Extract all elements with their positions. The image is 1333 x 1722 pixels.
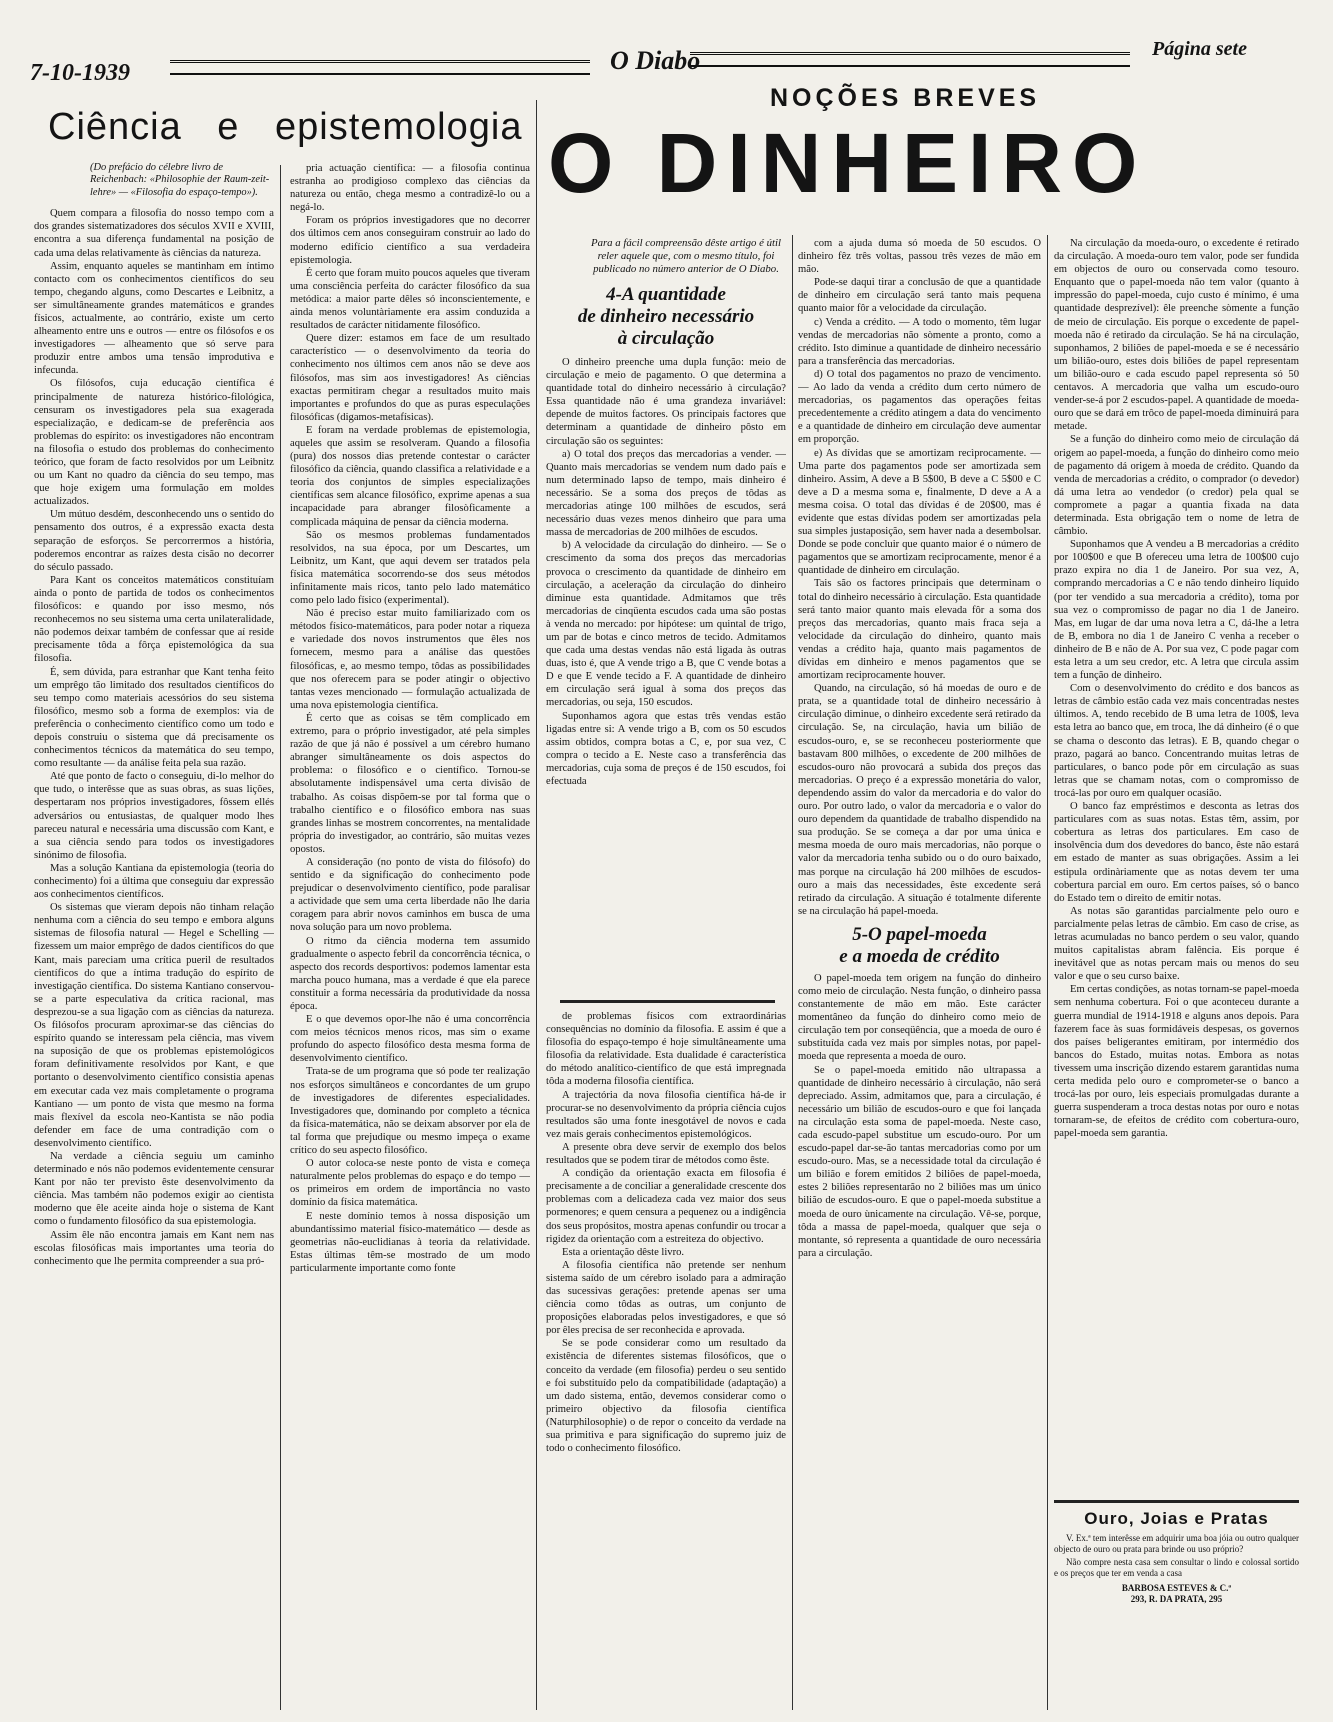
paragraph: Assim êle não encontra jamais em Kant nem nas escolas filosóficas mais importantes uma teoria do conhecimento que lhe permita compreender a sua pró-: [34, 1229, 274, 1267]
ciencia-column-2: [290, 162, 530, 1710]
paragraph: Um mútuo desdém, desconhecendo uns o sentido do pensamento dos outros, é a expressão exacta desta separação de esforços. Se percorrermos a história, poderemos encontrar as raízes desta cisão no decorrer do século passado.: [34, 509, 274, 573]
paragraph: E foram na verdade problemas de epistemologia, aqueles que assim se resolveram. Quando a filosofia (pura) dos nossos dias pretende contestar o carácter filosófico da ciência, quando classifica a relatividade e a teoria dos conjuntos de simples especializações científicas sem alcance filosófico, exprime apenas a sua incapacidade para abranger filosòficamente a complicada máquina de pensar da ciência moderna.: [290, 424, 530, 528]
paragraph: Em certas condições, as notas tornam-se papel-moeda sem nenhuma cobertura. Foi o que aconteceu durante a guerra mundial de 1914-1918 e alguns anos depois. Para fazerem face às suas formidáveis despesas, os governos dos países beligerantes emitiram, por intermédio dos bancos do Estado, muitas notas. Embora as notas tivessem uma inscrição dizendo estarem garantidas numa certa medida pelo ouro e comprometer-se o banco a trocá-las por ouro, leis especiais promulgadas durante a guerra suspenderam a troca destas notas por ouro e notas tornaram-se, de efeitos de crédito com cobertura-ouro, papel-moeda sem garantia.: [1054, 984, 1299, 1140]
paragraph: O banco faz empréstimos e desconta as letras dos particulares com as suas notas. Estas têm, assim, por cobertura as letras dos particulares. Em caso de insolvência dum dos devedores do banco, êste não estará em estado de manter as suas obrigações. Assim a lei estipula ordinàriamente que as notas devem ter uma cobertura parcial em ouro. Em certos países, só o banco do Estado tem o direito de emitir notas.: [1054, 801, 1299, 904]
section-5-title-line1: 5-O papel-moeda: [852, 923, 987, 945]
dinheiro-col3-text: [1054, 237, 1299, 1140]
paragraph: Não é preciso estar muito familiarizado com os métodos físico-matemáticos, para poder notar a riqueza e variedade dos novos instrumentos que êles nos fornecem, mesmo para a análise das questões filosóficas, e, ao mesmo tempo, tôdas as possibilidades que nos oferecem para se poder atingir o objectivo tantas vezes mencionado — formulação actualizada de uma nova epistemologia científica.: [290, 608, 530, 711]
continuation-rule: [560, 1000, 775, 1003]
ciencia-continuation: [546, 1010, 786, 1710]
paragraph: de problemas físicos com extraordinárias consequências no domínio da filosofia. E assim é que a filosofia do espaço-tempo é hoje simultâneamente uma filosofia da relatividade. Esta dualidade é característica do método analítico-científico de que está impregnada tôda a moderna filosofia científica.: [546, 1011, 786, 1088]
paragraph: Na circulação da moeda-ouro, o excedente é retirado da circulação. A moeda-ouro tem valor, pode ser fundida em objectos de ouro ou conservada como tesouro. Enquanto que o papel-moeda não tem valor (quanto à impressão do papel-moeda, cujo custo é mínimo, é uma quantidade desprezível): êle preenche sòmente a função de meio de circulação. Eis porque o excedente de papel-moeda não é retirado da circulação. Se há na circulação, suponhamos, 2 biliões de papel-moeda e se é necessário um bilião-ouro, estes dois biliões de papel representam um bilião-ouro e cada escudo papel representa só 50 centavos. A mercadoria que valha um escudo-ouro vender-se-á por 2 escudos-papel. A quantidade de moeda-ouro que se dará em trôco de papel-moeda diminuirá para metade.: [1054, 238, 1299, 433]
advert-company: BARBOSA ESTEVES & C.ª: [1121, 1583, 1232, 1593]
ciencia-col2-text: [290, 162, 530, 1275]
paragraph: c) Venda a crédito. — A todo o momento, têm lugar vendas de mercadorias não sòmente a pronto, como a crédito. Isto diminue a quantidade de dinheiro necessário para a transferência das mercadorias.: [798, 316, 1041, 367]
dinheiro-col2-text: [798, 237, 1041, 918]
paragraph: d) O total dos pagamentos no prazo de vencimento. — Ao lado da venda a crédito dum certo número de mercadorias, os pagamentos das operações feitas precedentemente a crédito atingem a data do vencimento e a quantidade de dinheiro em circulação deve aumentar em proporção.: [798, 368, 1041, 446]
paragraph: A filosofia científica não pretende ser nenhum sistema saído de um cérebro isolado para a admiração das sucessivas gerações: pretende apenas ser uma ciência como tôdas as outras, um conjunto de proposições elaboradas pelos investigadores, e que só por êles precisa de ser reconhecida e aprovada.: [546, 1259, 786, 1337]
column-rule: [280, 165, 281, 1710]
advert-title: Ouro, Joias e Pratas: [1084, 1509, 1269, 1528]
ciencia-continuation-text: [546, 1010, 786, 1455]
issue-date: 7-10-1939: [30, 60, 130, 86]
paragraph: O ritmo da ciência moderna tem assumido gradualmente o aspecto febril da concorrência técnica, o aspecto dos records desportivos: podemos lamentar esta marcha pouco humana, mas a verdade é que ela parece constituir a forma necessária da produtividade da nossa época.: [290, 935, 530, 1012]
paragraph: a) O total dos preços das mercadorias a vender. — Quanto mais mercadorias se vendem num dado país e num determinado lapso de tempo, mais dinheiro é necessário. Se a soma dos preços de tôdas as mercadorias atinge 100 milhões de escudos, será necessário duas vezes menos dinheiro que para uma massa de mercadorias de 200 milhões de escudos.: [546, 448, 786, 539]
paragraph: Para Kant os conceitos matemáticos constituíam ainda o ponto de partida de todos os conhecimentos filosóficos: e quando por isso mesmo, nós reconhecemos no seu sistema uma certa unilateralidade, não podemos deixar também de confessar que aí reside precisamente tôda a fôrça epistemológica da sua filosofia.: [34, 574, 274, 665]
paragraph: com a ajuda duma só moeda de 50 escudos. O dinheiro fêz três voltas, passou três vezes de mão em mão.: [798, 238, 1041, 276]
paragraph: As notas são garantidas parcialmente pelo ouro e parcialmente pelas letras de câmbio. Em caso de crise, as letras acumuladas no banco perdem o seu valor, quando muitos capitalistas abram falência. Eis porque é inevitável que as notas percam mais ou menos do seu valor e que o seu curso baixe.: [1054, 905, 1299, 983]
dinheiro-column-3: [1054, 237, 1299, 1497]
advert-note: Não compre nesta casa sem consultar o lindo e colossal sortido e os preços que ter em venda a casa: [1054, 1557, 1299, 1578]
dinheiro-intro: Para a fácil compreensão dêste artigo é útil reler aquele que, com o mesmo título, foi publicado no número anterior de O Diabo.: [590, 237, 781, 275]
paragraph: O autor coloca-se neste ponto de vista e começa naturalmente pelos problemas do espaço e do tempo — os primeiros em ordem de importância no vasto domínio da física matemática.: [290, 1158, 530, 1209]
paragraph: A condição da orientação exacta em filosofia é precisamente a de conciliar a generalidade crescente dos problemas com a delicadeza cada vez maior dos seus pormenores; e quem censura a pequenez ou a indigência dos seus propósitos, mostra apenas confundir ou trocar a rigidez da orientação com a estreiteza do objectivo.: [546, 1168, 786, 1245]
paragraph: Até que ponto de facto o conseguiu, di-lo melhor do que tudo, o interêsse que as suas obras, as suas lições, despertaram nos próprios investigadores, fôssem ellés adversários ou entusiastas, de qualquer modo lhes pareceu natural e necessária uma discussão com Kant, e a sua ciência sendo para todos os investigadores sinónimo de filosofia.: [34, 771, 274, 861]
ciencia-intro: (Do prefácio do célebre livro de Reichenbach: «Philosophie der Raum-zeit-lehre» — «Filosofia do espaço-tempo»).: [90, 162, 270, 198]
paragraph: Com o desenvolvimento do crédito e dos bancos as letras de câmbio estão cada vez mais concentradas nestes últimos. A, tendo recebido de B uma letra de 100$, leva esta letra ao banco que, em troca, lhe dá dinheiro (é o que se chama o desconto das letras). E B, quando chegar o prazo, pagará ao banco. Concentrando muitas letras de particulares, o banco pode pôr em circulação as suas letras que se chamam notas, com o compromisso de trocá-las por ouro em qualquer ocasião.: [1054, 683, 1299, 799]
article-title-dinheiro: O DINHEIRO: [548, 116, 1148, 210]
dinheiro-col1-text: [546, 356, 786, 788]
paragraph: Na verdade a ciência seguiu um caminho determinado e nós não podemos evidentemente censurar Kant por não ter previsto êste desenvolvimento da ciência. Mas também não podemos exigir ao cientista moderno que êle aceite ainda hoje o sistema de Kant como o fundamento filosófico da sua epistemologia.: [34, 1150, 274, 1228]
ciencia-column-1: [34, 162, 274, 1710]
paragraph: A presente obra deve servir de exemplo dos belos resultados que se podem tirar de métodos como êste.: [546, 1141, 786, 1167]
paragraph: Suponhamos agora que estas três vendas estão ligadas entre si: A vende trigo a B, com os 50 escudos assim obtidos, compra botas a C, e, por sua vez, C compra o tecido a E. Neste caso a transferência das mercadorias, cuja soma de preços é de 150 escudos, foi efectuada: [546, 710, 786, 787]
paragraph: Os sistemas que vieram depois não tinham relação nenhuma com a ciência do seu tempo e embora alguns sistemas de filosofia natural — Hegel e Schelling — fizessem um maior emprêgo de dados científicos do que Kant, mais pareciam uma crítica pueril de resultados científicos do que a íntima tradução do espírito de investigação científica. Do sistema Kantiano conservou-se a parte especulativa da crítica racional, mas desprezou-se a sua ligação com as ciências da natureza. Os filósofos procuram aproximar-se das ciências do espírito quando se interessam pela ciência, mas vivem na suposição de que os problemas epistemológicos foram definitivamente resolvidos por Kant, e que portanto o desenvolvimento científico consistia apenas em executar cada vez mais completamente o programa Kantiano — um ponto de vista que mesmo na forma mais flexível da escola neo-Kantista se não podia defender em face de uma contradição com o desenvolvimento científico.: [34, 902, 274, 1149]
paragraph: A consideração (no ponto de vista do filósofo) do sentido e da significação do conhecimento pode prejudicar o desenvolvimento científico, pode paralisar a actividade que sem uma certa liberdade não lhe daria coragem para abrir novos caminhos em busca de uma nova solução para um novo problema.: [290, 856, 530, 934]
masthead-rule-right: [690, 52, 1130, 67]
paragraph: É, sem dúvida, para estranhar que Kant tenha feito um emprêgo tão limitado dos resultados científicos do seu tempo como materiais acessórios do seu sistema filosófico, mesmo sob a forma de exemplos: via de preferência o conhecimento científico como um todo e depois construiu o sistema que dá precisamente os conhecimentos técnicos da matemática do seu tempo, como resultante — da análise feita pela sua razão.: [34, 666, 274, 770]
paragraph: Suponhamos que A vendeu a B mercadorias a crédito por 100$00 e que B ofereceu uma letra de 100$00 cujo prazo expira no dia 1 de Janeiro. Por sua vez, A, comprando mercadorias a C e não tendo dinheiro líquido (por ter vendido a sua mercadoria a crédito), toma por sua vez o compromisso de pagar no dia 1 de Janeiro. Mas, em lugar de dar uma nova letra a C, dá-lhe a letra de B, embora no dia 1 de Janeiro C venha a receber o dinheiro de B e não de A. Por sua vez, C pode pagar com esta letra a um seu credor, etc. A letra que circula assim tem a função de dinheiro.: [1054, 539, 1299, 682]
section-4-title-line1: 4-A quantidade: [606, 284, 726, 305]
paragraph: Trata-se de um programa que só pode ter realização nos esforços simultâneos e concordantes de um grupo de investigadores de diferentes especialidades. Investigadores que, dominando por completo a técnica da física-matemática, não se deixam absorver por ela de tal forma que prejudique ou mesmo impeça o exame crítico do seu aspecto filosófico.: [290, 1066, 530, 1157]
newspaper-name: O Diabo: [610, 46, 701, 75]
section-4-title-line2: de dinheiro necessário: [577, 306, 755, 327]
paragraph: pria actuação científica: — a filosofia continua estranha ao prodigioso complexo das ciências da natureza ou então, chega mesmo a contradizê-lo ou a negá-lo.: [290, 163, 530, 214]
paragraph: Foram os próprios investigadores que no decorrer dos últimos cem anos conseguiram construir ao lado do moderno edifício científico a sua verdadeira epistemologia.: [290, 215, 530, 266]
article-kicker: NOÇÕES BREVES: [770, 84, 1041, 112]
paragraph: É certo que foram muito poucos aqueles que tiveram uma consciência perfeita do carácter filosófico da sua metódica: a maior parte dêles só inconscientemente, e ainda menos voluntàriamente era assim conduzida a resultados de carácter nitidamente filosófico.: [290, 267, 530, 332]
paragraph: Mas a solução Kantiana da epistemologia (teoria do conhecimento) foi a última que conseguiu dar expressão aos conhecimentos científicos.: [34, 862, 274, 901]
paragraph: Quem compara a filosofia do nosso tempo com a dos grandes sistematizadores dos séculos XVII e XVIII, encontra a sua diferença fundamental na posição de cada uma delas relativamente às ciências da natureza.: [34, 208, 274, 259]
paragraph: É certo que as coisas se têm complicado em extremo, para o próprio investigador, até pela simples razão de que já não é possível a um cérebro humano abranger simultâneamente os dois aspectos do problema: o filosófico e o científico. Tornou-se absolutamente indispensável uma certa divisão de trabalho. As coisas dispõem-se por tal forma que o trabalho científico e o filosófico embora nas suas grandes linhas se mostrem concorrentes, na mentalidade própria do investigador, ao contrário, são muitas vezes opostos.: [290, 712, 530, 855]
column-rule: [1047, 235, 1048, 1710]
masthead-rule-left: [170, 60, 590, 75]
paragraph: Quando, na circulação, só há moedas de ouro e de prata, se a quantidade total de dinheiro necessário à circulação diminue, o dinheiro excedente será retirado da circulação. Se, na circulação, havia um bilião de escudos-ouro, e, se se reconheceu posteriormente que bastavam 800 milhões, o excedente de 200 milhões de escudos-ouro não provocará a subida dos preços das mercadorias. O preço é a expressão monetária do valor, dependendo assim do valor da mercadoria e do valor do ouro. Por outro lado, o valor da mercadoria e o valor do ouro dependem da quantidade de trabalho dispendido na sua produção. Se se começa a dar por uma única e mesma moeda de ouro mais mercadorias, não porque o valor da mercadoria tenha subido ou o do ouro baixado, mas porque na circulação há 200 milhões de escudos-ouro a mais das necessidades, êste excedente será retirado da circulação. A situação é totalmente diferente se na circulação há papel-moeda.: [798, 683, 1041, 917]
paragraph: Se se pode considerar como um resultado da existência de diferentes sistemas filosóficos, que o conceito da verdade (em filosofia) perdeu o seu sentido e foi substituído pelo da compatibilidade (adaptação) a um dado sistema, então, devemos considerar como o primeiro objectivo da filosofia científica (Naturphilosophie) o de repor o conceito da verdade na sua primitiva e para significação do supremo juiz de todo o conhecimento filosófico.: [546, 1338, 786, 1455]
paragraph: e) As dívidas que se amortizam recìprocamente. — Uma parte dos pagamentos pode ser amortizada sem dinheiro. Assim, A deve a B 5$00, B deve a C 5$00 e C deve a D a mesma soma e, finalmente, D deve a A a mesma coisa. O total das dívidas é de 20$00, mas é evidente que estas dívidas podem ser amortizadas pela sua simples justaposição, sem haver nada a desembolsar. Donde se pode concluir que quanto maior é o número de pagamentos que se amortizam reciprocamente, menor é a quantidade de dinheiro em circulação.: [798, 447, 1041, 577]
section-4-title-line3: à circulação: [617, 328, 715, 349]
paragraph: Assim, enquanto aqueles se mantinham em íntimo contacto com os conhecimentos científicos do seu tempo, chegando alguns, como Descartes e Leibnitz, a ser simultâneamente grandes matemáticos e grandes físicos, actualmente, ao contrário, existe um certo alheamento entre uns e outros — entre os filósofos e os investigadores — alheamento que só serve para produzir entre ambos uma tensão improdutiva e infecunda.: [34, 260, 274, 377]
advert-address: 293, R. DA PRATA, 295: [1130, 1594, 1223, 1604]
paragraph: São os mesmos problemas fundamentados resolvidos, na sua época, por um Descartes, um Leibnitz, um Kant, que aqui devem ser tratados pela física matemática socorrendo-se dos seus métodos infinitamente mais ricos, tanto pelo lado matemático como pelo lado físico (experimental).: [290, 529, 530, 607]
dinheiro-column-2: [798, 237, 1041, 1710]
paragraph: O papel-moeda tem origem na função do dinheiro como meio de circulação. Nesta função, o dinheiro passa constantemente de mão em mão. Este carácter momentâneo da função do dinheiro como meio de circulação tem por conseqüência, que a moeda de ouro é substituída cada vez mais por simples notas, por papel-moeda que representa a moeda de ouro.: [798, 972, 1041, 1063]
section-5-title-line2: e a moeda de crédito: [839, 945, 1000, 967]
advert-rule: [1054, 1500, 1299, 1503]
paragraph: E o que devemos opor-lhe não é uma concorrência com meios técnicos menos ricos, mas sim o exame profundo do aspecto filosófico desta mesma forma de desenvolvimento científico.: [290, 1014, 530, 1065]
dinheiro-col2b-text: [798, 972, 1041, 1260]
paragraph: Se o papel-moeda emitido não ultrapassa a quantidade de dinheiro necessário à circulação, não será depreciado. Assim, admitamos que, para a circulação, é necessário um bilião de escudos-ouro e que foi lançada na circulação esta soma de papel-moeda. Neste caso, cada escudo-papel substitue um escudo-ouro. Por um escudo-papel dar-se-ão tantas mercadorias como por um escudo-ouro. Mas, se a necessidade total da circulação é um bilião e forem emitidos 2 biliões de papel-moeda, estes 2 biliões representarão no 2 biliões mas um único bilião de escudos-ouro. E que o papel-moeda substitue a moeda de ouro ùnicamente na circulação. Vê-se, porque, tôda a massa de papel-moeda, qualquer que seja o montante, só representa a quantidade de ouro necessária para a circulação.: [798, 1064, 1041, 1259]
paragraph: Tais são os factores principais que determinam o total do dinheiro necessário à circulação. Esta quantidade será tanto maior quanto mais elevada fôr a soma dos preços das mercadorias, quanto mais fraca seja a velocidade da circulação do dinheiro, quanto mais vendas a crédito haja, quanto mais pagamentos de dívidas em dinheiro e menos pagamentos que se amortizam reciprocamente houver.: [798, 578, 1041, 682]
dinheiro-column-1: [546, 237, 786, 995]
article-title-ciencia: Ciência e epistemologia: [48, 106, 523, 148]
paragraph: A trajectória da nova filosofia científica há-de ir procurar-se no desenvolvimento da própria ciência cujos resultados são uma fonte inesgotável de novos e cada vez mais gerais conhecimentos epistemológicos.: [546, 1089, 786, 1140]
advert-body: V. Ex.ª tem interêsse em adquirir uma boa jóia ou outro qualquer objecto de ouro ou prata para brinde ou uso próprio?: [1054, 1533, 1300, 1554]
paragraph: E neste domínio temos à nossa disposição um abundantíssimo material físico-matemático — desde as geometrias não-euclidianas à teoria da relatividade. Estas últimas têm-se mostrado de um modo particularmente importante como fonte: [290, 1210, 530, 1274]
column-rule: [536, 100, 537, 1710]
paragraph: O dinheiro preenche uma dupla função: meio de circulação e meio de pagamento. O que determina a quantidade total do dinheiro necessário à circulação? Essa quantidade não é uma grandeza invariável: depende de muitos factores. Os principais factores que determinam a quantidade de dinheiro pôsto em circulação são os seguintes:: [546, 357, 786, 447]
column-rule: [792, 235, 793, 1710]
paragraph: Pode-se daqui tirar a conclusão de que a quantidade de dinheiro em circulação será tanto mais pequena quanto maior fôr a velocidade da circulação.: [798, 277, 1041, 315]
paragraph: Quere dizer: estamos em face de um resultado característico — o desenvolvimento da teoria do conhecimento nos últimos cem anos não se deve aos filósofos, mas sim aos investigadores! As ciências exactas permitiram chegar a resultados muito mais importantes e profundos do que as puras especulações filosóficas (digamos-metafísicas).: [290, 333, 530, 423]
page-number: Página sete: [1152, 38, 1247, 60]
paragraph: Esta a orientação dêste livro.: [562, 1246, 685, 1258]
paragraph: Os filósofos, cuja educação científica é principalmente de natureza histórico-filológica, censuram os investigadores pela sua exagerada especialização, e dedicam-se de preferência aos problemas do espírito: os investigadores não encontram na filosofia o estudo dos problemas do conhecimento teórico, que foram de facto resolvidos por um Leibnitz ou um Kant no quadro da ciência do seu tempo, mas que hoje exigem uma formulação em moldes actualizados.: [34, 378, 274, 508]
ciencia-col1-text: [34, 207, 274, 1268]
paragraph: Se a função do dinheiro como meio de circulação dá origem ao papel-moeda, a função do dinheiro como meio de pagamento dá origem à moeda de crédito. Quando da venda de mercadorias a crédito, o comprador (o devedor) dá uma letra ao vendedor (o credor) pela qual se compromete a pagar a quantia fixada na data determinada. Esta obrigação tem o nome de letra de câmbio.: [1054, 434, 1299, 538]
paragraph: b) A velocidade da circulação do dinheiro. — Se o crescimento da soma dos preços das mercadorias provoca o crescimento da quantidade de dinheiro em circulação, a aceleração da circulação do dinheiro diminue esta quantidade. Admitamos que três mercadorias de cinqüenta escudos cada uma são postas à venda no mercado: por hipótese: um quintal de trigo, um par de botas e cinco metros de tecido. Admitamos que cada uma destas vendas não está ligada às outras duas, isto é, que A vende trigo a B, que C vende botas a D e que E vende tecido a F. A quantidade de dinheiro em circulação será igual à soma dos preços das mercadorias, ou seja, 150 escudos.: [546, 540, 786, 709]
jewellery-advert: [1054, 1500, 1299, 1700]
